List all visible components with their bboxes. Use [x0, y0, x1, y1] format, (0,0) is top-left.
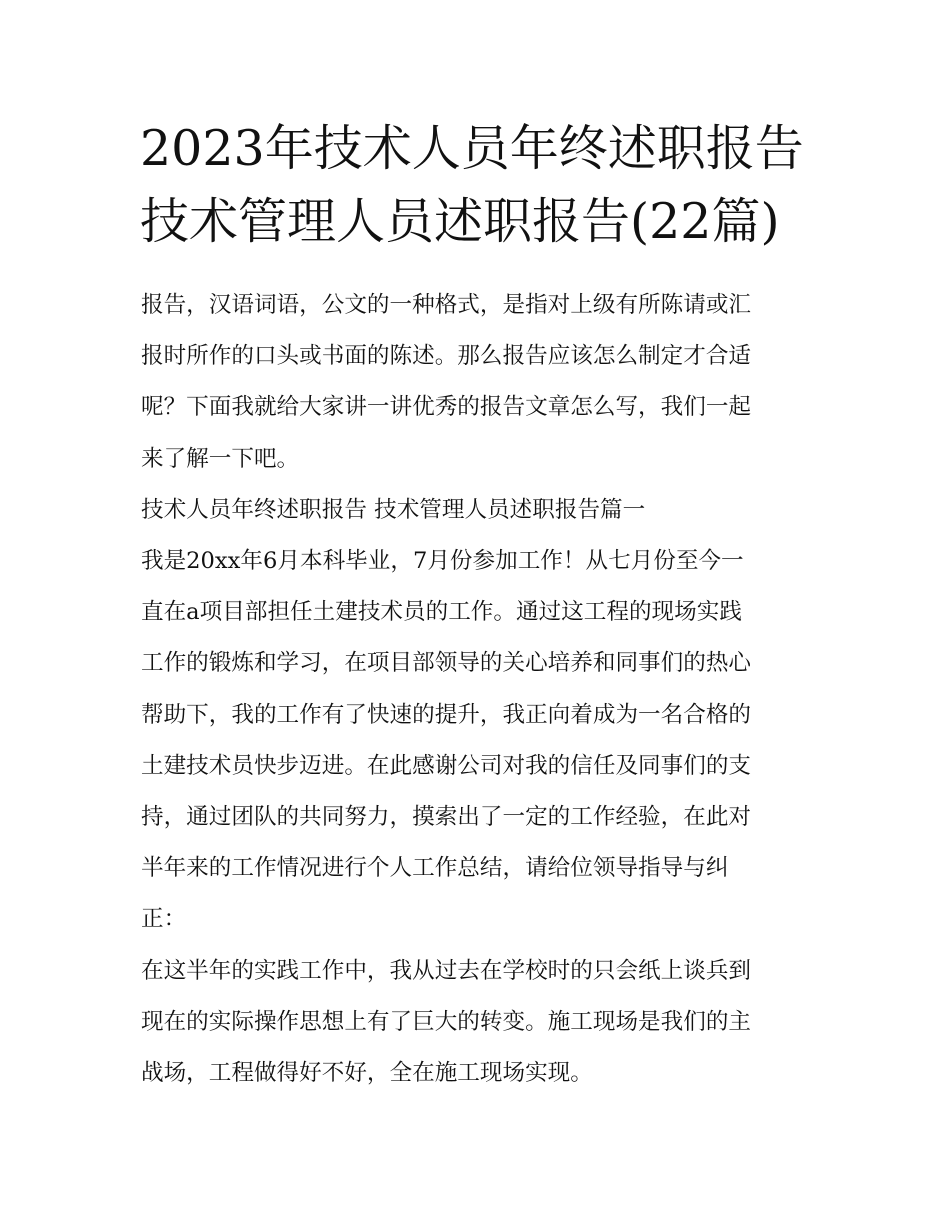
- body-line: 在这半年的实践工作中，我从过去在学校时的只会纸上谈兵到: [141, 957, 752, 984]
- intro-line: 报时所作的口头或书面的陈述。那么报告应该怎么制定才合适: [141, 343, 752, 370]
- intro-paragraph: [141, 280, 813, 485]
- title-line-2: 技术管理人员述职报告(22篇): [140, 193, 780, 250]
- document-body: [141, 280, 813, 1099]
- intro-line: 报告，汉语词语，公文的一种格式，是指对上级有所陈请或汇: [141, 292, 752, 318]
- body-line: 土建技术员快步迈进。在此感谢公司对我的信任及同事们的支: [141, 752, 752, 779]
- title-line-1: 2023年技术人员年终述职报告: [140, 120, 804, 177]
- intro-line: 呢？下面我就给大家讲一讲优秀的报告文章怎么写，我们一起: [141, 394, 752, 421]
- body-line: 持，通过团队的共同努力，摸索出了一定的工作经验，在此对: [141, 804, 752, 831]
- body-line: 现在的实际操作思想上有了巨大的转变。施工现场是我们的主: [141, 1008, 752, 1035]
- body-paragraph-2: [141, 946, 813, 1100]
- intro-line: 来了解一下吧。: [141, 445, 300, 472]
- section-heading: [141, 485, 813, 536]
- body-line: 半年来的工作情况进行个人工作总结，请给位领导指导与纠: [141, 855, 729, 882]
- body-line: 战场，工程做得好不好，全在施工现场实现。: [141, 1060, 593, 1087]
- body-line: 帮助下，我的工作有了快速的提升，我正向着成为一名合格的: [141, 701, 752, 728]
- body-line: 我是20xx年6月本科毕业，7月份参加工作！从七月份至今一: [141, 548, 744, 575]
- section-heading-text: 技术人员年终述职报告 技术管理人员述职报告篇一: [141, 496, 646, 523]
- body-line: 工作的锻炼和学习，在项目部领导的关心培养和同事们的热心: [141, 650, 752, 677]
- body-line: 正：: [141, 906, 187, 933]
- document-title: [140, 112, 820, 258]
- body-line: 直在a项目部担任土建技术员的工作。通过这工程的现场实践: [141, 599, 742, 626]
- body-paragraph-1: [141, 536, 813, 946]
